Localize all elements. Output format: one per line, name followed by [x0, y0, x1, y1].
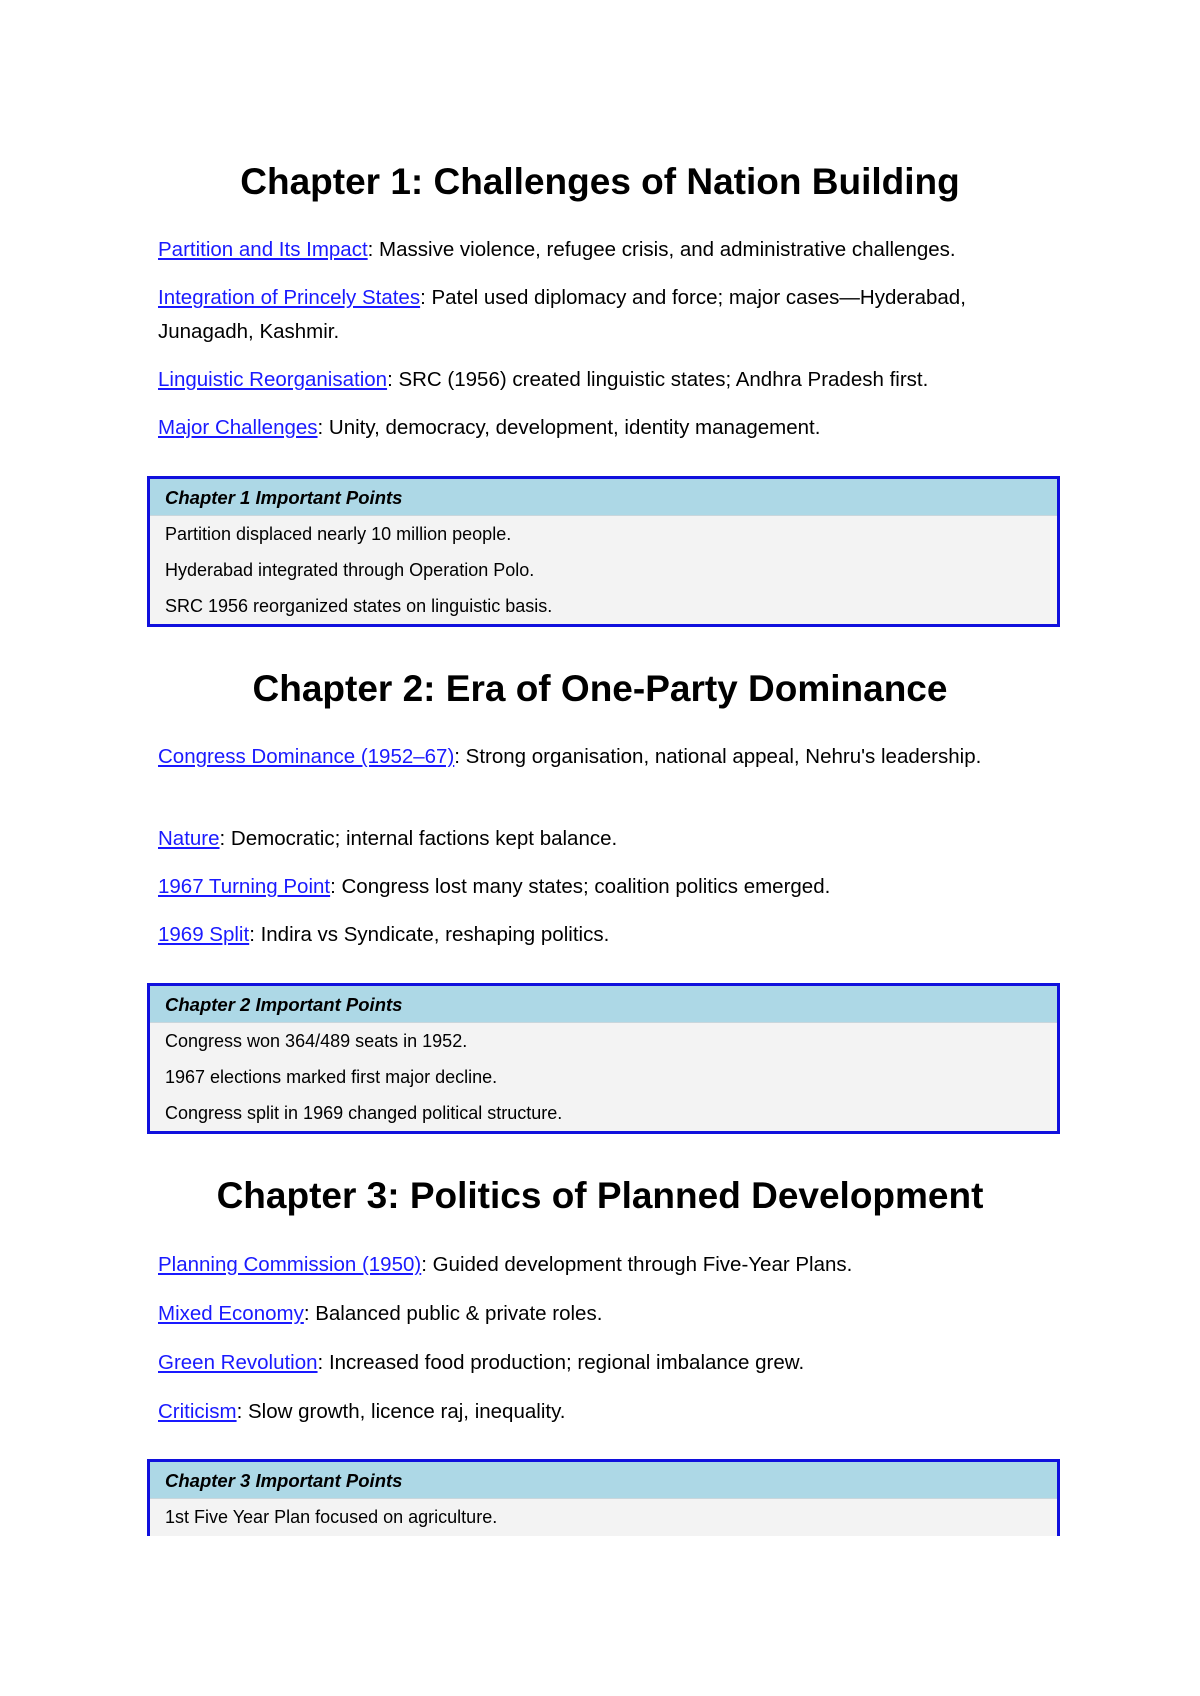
chapter-3-item-link[interactable]: Criticism — [158, 1400, 237, 1423]
point-item: Partition displaced nearly 10 million people. — [165, 524, 512, 544]
chapter-1-item — [158, 281, 1058, 349]
chapter-3-item-link[interactable]: Planning Commission (1950) — [158, 1253, 422, 1276]
chapter-1-item-text: : Unity, democracy, development, identity management. — [317, 416, 821, 439]
chapter-2-title: Chapter 2: Era of One-Party Dominance — [252, 668, 948, 709]
chapter-3-item-text: : Increased food production; regional imbalance grew. — [317, 1351, 805, 1374]
point-item: Congress won 364/489 seats in 1952. — [165, 1031, 468, 1051]
points-list — [150, 1023, 1057, 1131]
chapter-1-item-link[interactable]: Major Challenges — [158, 416, 318, 439]
chapter-2-item — [158, 918, 1058, 952]
point-item: Hyderabad integrated through Operation Polo. — [165, 560, 535, 580]
chapter-3-item-link[interactable]: Mixed Economy — [158, 1302, 304, 1325]
chapter-2-item — [158, 740, 1058, 774]
chapter-2-item-link[interactable]: Nature — [158, 827, 220, 850]
points-list — [150, 516, 1057, 624]
chapter-1-item — [158, 363, 1058, 397]
chapter-1-item — [158, 233, 1058, 267]
chapter-2-item — [158, 870, 1058, 904]
chapter-2-item — [158, 822, 1058, 856]
chapter-2-item-text: : Strong organisation, national appeal, Nehru's leadership. — [454, 745, 982, 768]
point-item: Congress split in 1969 changed political structure. — [165, 1103, 563, 1123]
points-box-heading: Chapter 2 Important Points — [150, 986, 1057, 1023]
chapter-2-item-text: : Congress lost many states; coalition politics emerged. — [330, 875, 831, 898]
chapter-1-important-points-box — [147, 476, 1060, 627]
points-box-heading: Chapter 1 Important Points — [150, 479, 1057, 516]
point-item: SRC 1956 reorganized states on linguistic basis. — [165, 596, 553, 616]
chapter-2-important-points-box — [147, 983, 1060, 1134]
chapter-3-item-text: : Guided development through Five-Year Plans. — [421, 1253, 853, 1276]
chapter-3-item-text: : Slow growth, licence raj, inequality. — [236, 1400, 566, 1423]
chapter-2-item-link[interactable]: Congress Dominance (1952–67) — [158, 745, 455, 768]
chapter-1-item-text: : Patel used diplomacy and force; major cases—Hyderabad, Junagadh, Kashmir. — [158, 286, 966, 343]
chapter-1-item-link[interactable]: Linguistic Reorganisation — [158, 368, 388, 391]
chapter-1-item — [158, 411, 1058, 445]
point-item: 1967 elections marked first major decline. — [165, 1067, 498, 1087]
point-item: 1st Five Year Plan focused on agriculture. — [165, 1507, 498, 1527]
chapter-2-item-text: : Democratic; internal factions kept balance. — [219, 827, 618, 850]
chapter-1-item-text: : SRC (1956) created linguistic states; Andhra Pradesh first. — [387, 368, 929, 391]
chapter-1-item-link[interactable]: Partition and Its Impact — [158, 238, 368, 261]
chapter-3-item — [158, 1248, 1058, 1282]
chapter-2-item-text: : Indira vs Syndicate, reshaping politics. — [249, 923, 610, 946]
chapter-3-item — [158, 1297, 1058, 1331]
chapter-3-important-points-box — [147, 1459, 1060, 1536]
chapter-2-item-link[interactable]: 1967 Turning Point — [158, 875, 331, 898]
chapter-1-item-text: : Massive violence, refugee crisis, and administrative challenges. — [367, 238, 956, 261]
points-list — [150, 1499, 1057, 1535]
chapter-3-item — [158, 1395, 1058, 1429]
chapter-2-item-link[interactable]: 1969 Split — [158, 923, 250, 946]
chapter-3-item-text: : Balanced public & private roles. — [303, 1302, 603, 1325]
chapter-1-item-link[interactable]: Integration of Princely States — [158, 286, 421, 309]
chapter-1-title: Chapter 1: Challenges of Nation Building — [240, 161, 960, 202]
chapter-3-item-link[interactable]: Green Revolution — [158, 1351, 318, 1374]
chapter-3-title: Chapter 3: Politics of Planned Development — [216, 1175, 984, 1216]
chapter-3-item — [158, 1346, 1058, 1380]
points-box-heading: Chapter 3 Important Points — [150, 1462, 1057, 1499]
